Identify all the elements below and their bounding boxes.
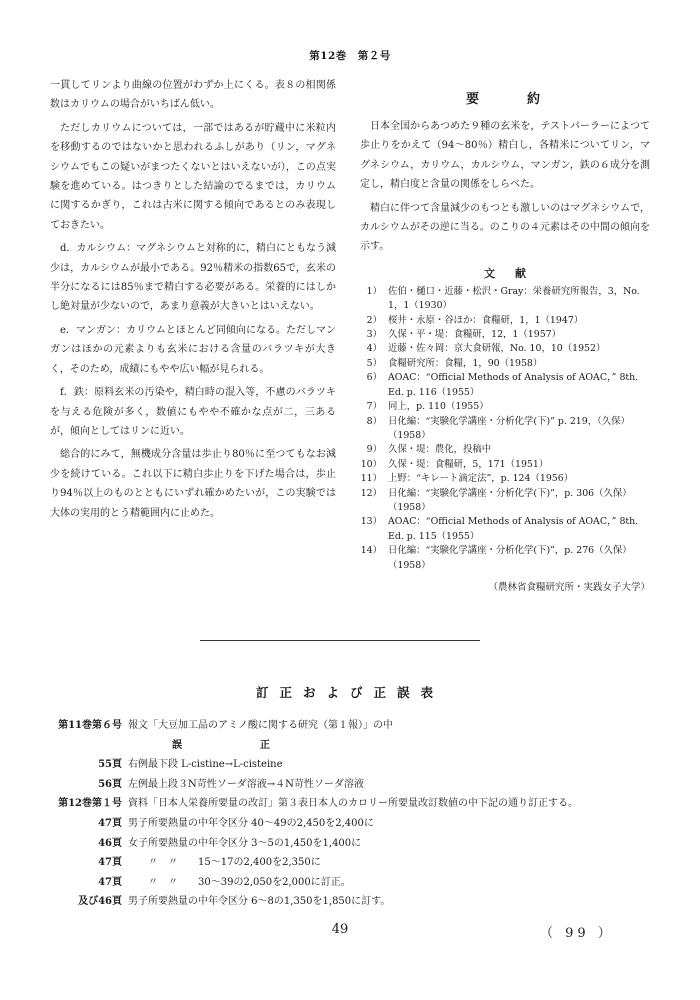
reference-number: 5） <box>366 357 382 369</box>
reference-text: 久保・堤：農化，投稿中 <box>388 444 492 456</box>
references-heading: 文献 <box>484 266 546 280</box>
errata-row <box>46 873 656 893</box>
reference-text: 日化編：“実験化学講座・分析化学(下)”，p. 276（久保）（1958） <box>388 545 632 571</box>
reference-text: 同上，p. 110（1955） <box>388 401 489 413</box>
errata-text: 右例最下段 L-cistine→L-cisteine <box>128 759 283 771</box>
reference-item <box>360 328 650 342</box>
reference-item <box>360 515 650 544</box>
reference-text: 日化編：“実験化学講座・分析化学(下)”，p. 306（久保）（1958） <box>388 487 632 513</box>
reference-item <box>360 544 650 573</box>
right-column <box>360 88 650 593</box>
errata-row <box>46 814 656 834</box>
reference-number: 2） <box>366 314 382 326</box>
left-column <box>50 76 336 523</box>
errata-list <box>46 716 656 912</box>
page-number: 49 <box>331 922 349 937</box>
reference-item <box>360 415 650 444</box>
errata-location: 第12巻第１号 <box>58 798 122 810</box>
errata-text: 左例最上段３N苛性ソーダ溶液→４N苛性ソーダ溶液 <box>128 778 364 790</box>
ditto-mark: 〃 〃 <box>148 857 178 869</box>
summary-paragraph: 精白に伴つて含量減少のもつとも激しいのはマグネシウムで，カルシウムがその逆に当る。のこりの４元素はその中間の傾向を示す。 <box>360 202 650 253</box>
errata-row <box>46 892 656 912</box>
section-divider <box>200 640 480 641</box>
errata-text-wrap <box>128 853 656 873</box>
reference-item <box>360 371 650 400</box>
errata-location: 第11巻第６号 <box>58 720 122 731</box>
errata-text: 男子所要熱量の中年令区分 40～49の2,450を2,400に <box>128 817 374 829</box>
errata-row <box>46 755 656 775</box>
errata-text: 30～39の2,050を2,000に訂正。 <box>198 876 351 888</box>
reference-number: 11） <box>360 473 382 485</box>
errata-row <box>46 853 656 873</box>
errata-location: 56頁 <box>98 778 122 790</box>
journal-header: 第12巻 第２号 <box>309 50 391 62</box>
reference-number: 1） <box>366 285 382 297</box>
summary-heading: 要約 <box>465 92 588 107</box>
reference-text: 近藤・佐々岡：京大食研報，No. 10，10（1952） <box>388 343 606 355</box>
errata-row <box>46 716 656 736</box>
reference-item <box>360 314 650 328</box>
errata-location: 47頁 <box>98 857 122 869</box>
errata-column-header <box>46 736 656 756</box>
reference-text: 日化編：“実験化学講座・分析化学(下)” p. 219，（久保）（1958） <box>388 415 630 441</box>
reference-number: 10） <box>360 458 382 470</box>
cumulative-page-number: （ 99 ） <box>540 926 615 941</box>
errata-text: 15～17の2,400を2,350に <box>198 857 321 869</box>
errata-location: 及び46頁 <box>78 896 122 908</box>
reference-item <box>360 472 650 486</box>
errata-header-label: 誤 正 <box>172 739 304 751</box>
reference-text: 食糧研究所：食糧，1，90（1958） <box>388 357 543 369</box>
reference-text: 久保・平・堤：食糧研，12，1（1957） <box>388 329 562 341</box>
author-affiliation: （農林省食糧研究所・実践女子大学） <box>488 581 650 593</box>
errata-location: 55頁 <box>98 759 122 771</box>
errata-text: 男子所要熱量の中年令区分 6～8の1,350を1,850に訂す。 <box>128 896 391 908</box>
errata-row <box>46 834 656 854</box>
ditto-mark: 〃 〃 <box>148 876 178 888</box>
reference-number: 14） <box>360 545 382 557</box>
reference-number: 12） <box>360 487 382 499</box>
errata-row <box>46 775 656 795</box>
reference-number: 7） <box>366 401 382 413</box>
reference-item <box>360 285 650 314</box>
reference-text: 久保・堤：食糧研，5，171（1951） <box>388 458 549 470</box>
reference-number: 4） <box>366 343 382 355</box>
reference-text: AOAC：“Official Methods of Analysis of AOAC，” 8th. Ed. p. 116（1955） <box>388 372 639 398</box>
reference-text: 上野：“キレート滴定法”，p. 124（1956） <box>388 473 574 485</box>
reference-text: AOAC：“Official Methods of Analysis of AOAC，” 8th. Ed. p. 115（1955） <box>388 516 639 542</box>
errata-location: 46頁 <box>98 837 122 849</box>
paragraph-overall: 総合的にみて，無機成分含量は歩止り80％に至つてもなお減少を続けている。これ以下に精白歩止りを下げた場合は，歩止り94％以上のものとともにいずれ確かめたいが，この実験では大体の実用的とう精範囲内に止めた。 <box>50 449 336 519</box>
errata-text: 報文「大豆加工品のアミノ酸に関する研究（第１報）」の中 <box>128 720 393 731</box>
reference-item <box>360 342 650 356</box>
reference-number: 8） <box>366 415 382 427</box>
summary-paragraph: 日本全国からあつめた９種の玄米を，テストパーラーによつて歩止りをかえて（94～80％）精白し，各精米についてリン，マグネシウム，カリウム，カルシウム，マンガン，鉄の６成分を測定し，精白度と含量の関係をしらべた。 <box>360 121 650 191</box>
paragraph-manganese: e．マンガン：カリウムとほとんど同傾向になる。ただしマンガンはほかの元素よりも玄米における含量のバラツキが大きく，そのため，成績にもやや広い幅が見られる。 <box>50 324 336 375</box>
reference-number: 13） <box>360 516 382 528</box>
reference-item <box>360 458 650 472</box>
reference-list <box>360 285 650 573</box>
reference-item <box>360 357 650 371</box>
errata-title: 訂正および正誤表 <box>255 685 444 700</box>
errata-location: 47頁 <box>98 876 122 888</box>
paragraph-iron: f．鉄：原料玄米の汚染や，精白時の混入等，不慮のバラツキを与える危険が多く，数値にもやや不確かな点が二，三あるが，傾向としてはリンに近い。 <box>50 387 336 437</box>
paragraph-calcium: d．カルシウム：マグネシウムと対称的に，精白にともなう減少は，カルシウムが最小である。92％精米の指数65で，玄米の半分になるには85％まで精白する必要がある。栄養的にはしかし絶対量が少ないので，あまり意義が大きいとはいえない。 <box>50 243 336 313</box>
errata-row <box>46 794 656 814</box>
errata-text: 資料「日本人栄養所要量の改訂」第３表日本人のカロリー所要量改訂数値の中下記の通り訂正する。 <box>128 798 578 810</box>
reference-item <box>360 487 650 516</box>
paragraph-results-phosphorus: 一貫してリンより曲線の位置がわずか上にくる。表８の相関係数はカリウムの場合がいちばん低い。 <box>50 80 336 111</box>
reference-number: 9） <box>366 444 382 456</box>
errata-text: 女子所要熱量の中年令区分 3～5の1,450を1,400に <box>128 837 362 849</box>
errata-text-wrap <box>128 873 656 893</box>
paragraph-potassium: ただしカリウムについては，一部ではあるが貯蔵中に米粒内を移動するのではないかと思われるふしがあり（リン，マグネシウムでもこの疑いがまつたくないとはいえないが），この点実験を進めている。はつきりとした結論のでるまでは，カリウムに関するかぎり，これは古米に関する傾向であるとのみ表現しておきたい。 <box>50 122 336 231</box>
reference-number: 6） <box>366 372 382 384</box>
reference-text: 佐伯・樋口・近藤・松沢・Gray：栄養研究所報告，3，No. 1，1（1930） <box>388 285 640 312</box>
reference-item <box>360 443 650 457</box>
errata-location: 47頁 <box>98 817 122 829</box>
reference-text: 桜井・永原・谷ほか：食糧研，1，1（1947） <box>388 314 584 326</box>
reference-item <box>360 400 650 414</box>
reference-number: 3） <box>366 329 382 341</box>
